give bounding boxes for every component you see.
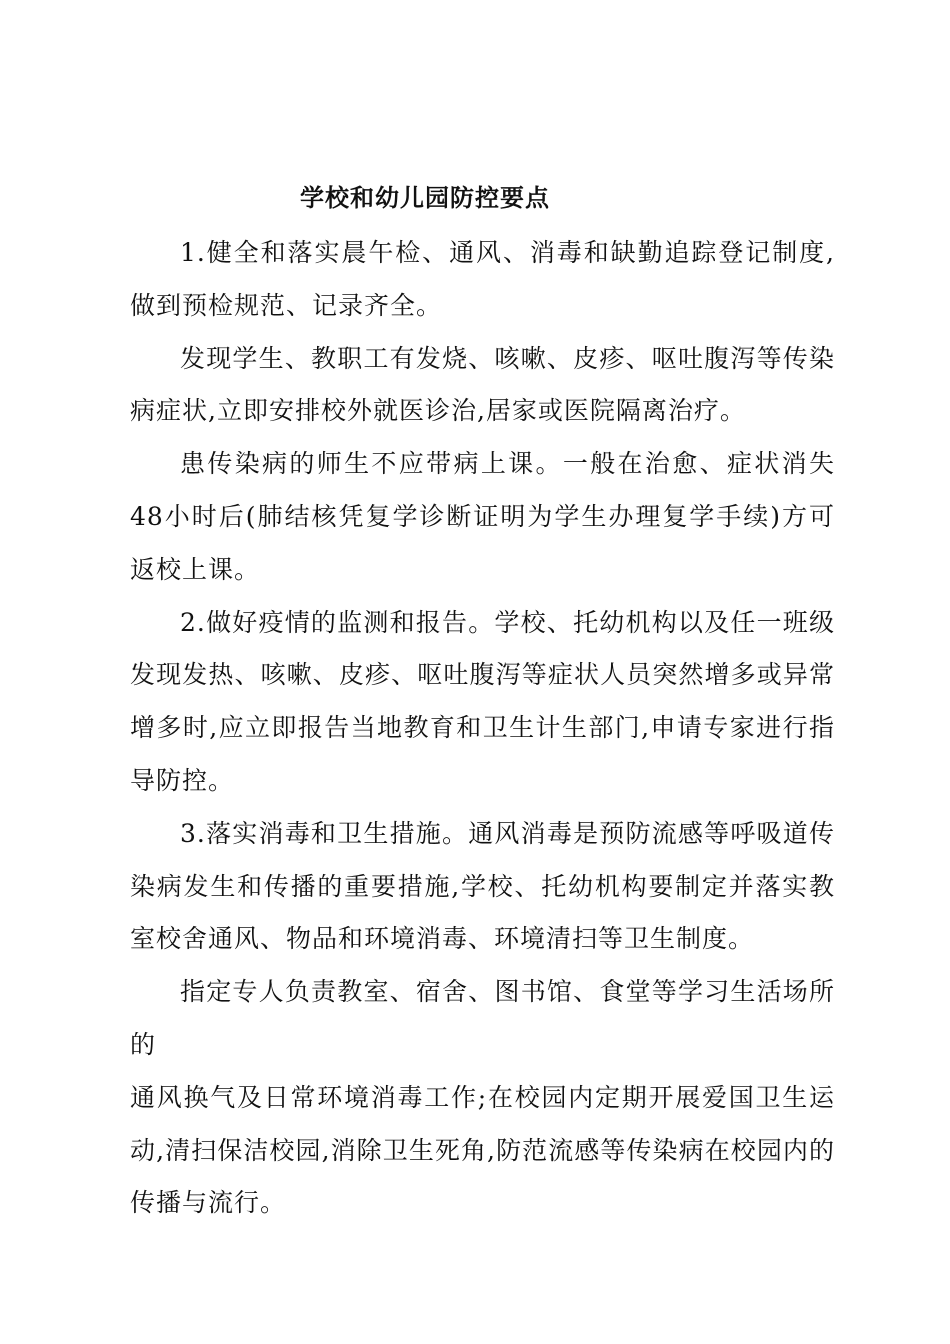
paragraph-6: 指定专人负责教室、宿舍、图书馆、食堂等学习生活场所的	[130, 977, 835, 1059]
paragraph-3: 患传染病的师生不应带病上课。一般在治愈、症状消失48小时后(肺结核凭复学诊断证明为学生办理复学手续)方可返校上课。	[130, 449, 835, 584]
paragraph-4: 2.做好疫情的监测和报告。学校、托幼机构以及任一班级发现发热、咳嗽、皮疹、呕吐腹泻等症状人员突然增多或异常增多时,应立即报告当地教育和卫生计生部门,申请专家进行指导防控。	[130, 607, 835, 795]
paragraph-1: 1.健全和落实晨午检、通风、消毒和缺勤追踪登记制度,做到预检规范、记录齐全。	[130, 238, 835, 320]
document-title: 学校和幼儿园防控要点	[300, 183, 550, 212]
paragraph-7: 通风换气及日常环境消毒工作;在校园内定期开展爱国卫生运动,清扫保洁校园,消除卫生死角,防范流感等传染病在校园内的传播与流行。	[130, 1082, 835, 1218]
paragraph-5: 3.落实消毒和卫生措施。通风消毒是预防流感等呼吸道传染病发生和传播的重要措施,学校、托幼机构要制定并落实教室校舍通风、物品和环境消毒、环境清扫等卫生制度。	[130, 818, 835, 954]
document-body	[130, 227, 835, 1230]
paragraph-2: 发现学生、教职工有发烧、咳嗽、皮疹、呕吐腹泻等传染病症状,立即安排校外就医诊治,居家或医院隔离治疗。	[130, 343, 835, 426]
